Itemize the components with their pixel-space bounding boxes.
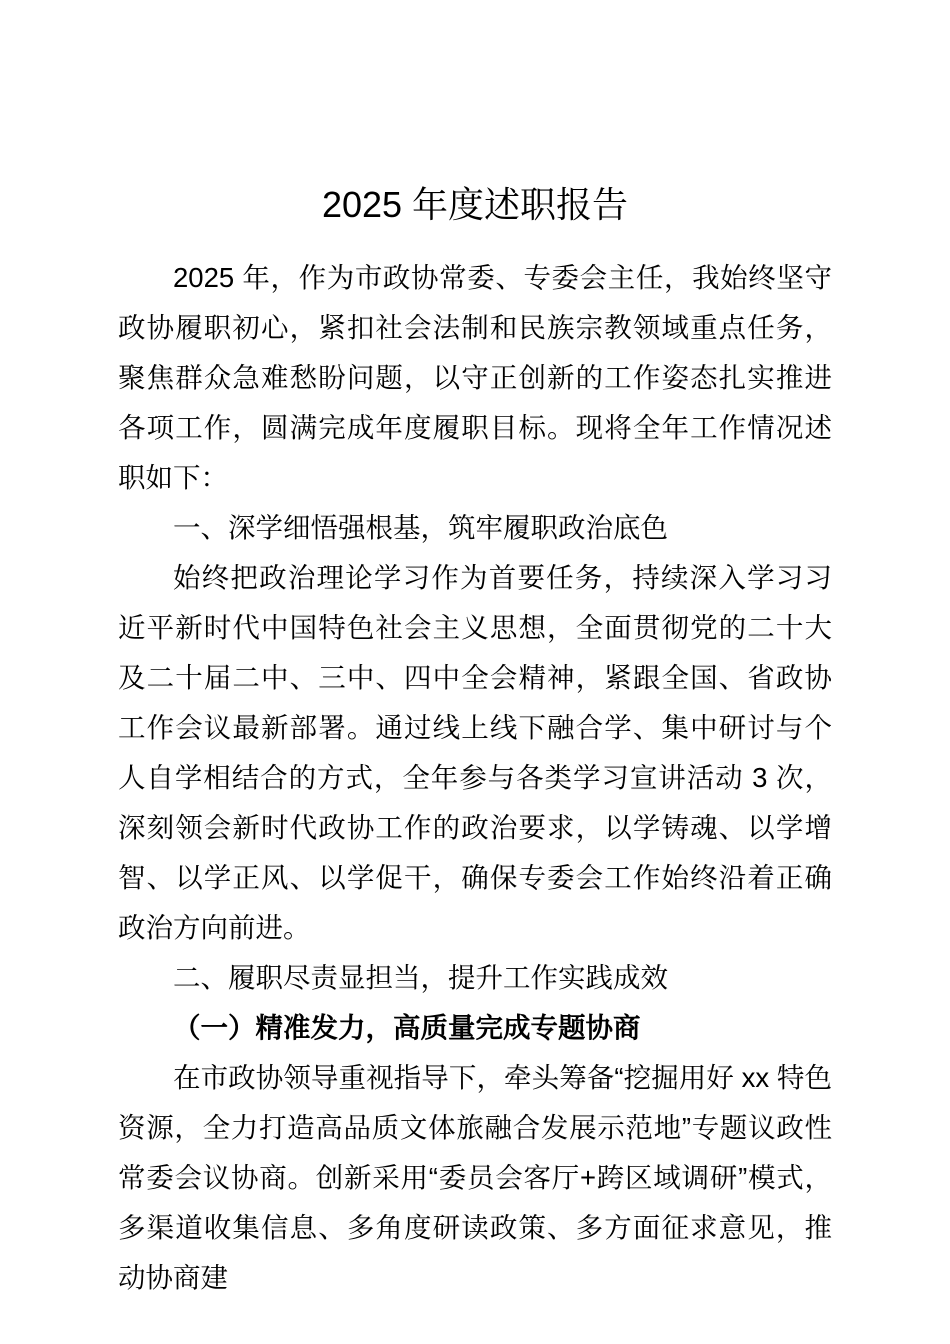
section-2-1-subheading: （一）精准发力，高质量完成专题协商 xyxy=(173,1012,641,1043)
section-2-1-paragraph: 在市政协领导重视指导下，牵头筹备“挖掘用好 xx 特色资源，全力打造高品质文体旅融合发展示范地”专题议政性常委会议协商。创新采用“委员会客厅+跨区域调研”模式，多渠道收集信息、多角度研读政策、多方面征求意见，推动协商建 xyxy=(118,1062,832,1293)
section-1-paragraph: 始终把政治理论学习作为首要任务，持续深入学习习近平新时代中国特色社会主义思想，全面贯彻党的二十大及二十届二中、三中、四中全会精神，紧跟全国、省政协工作会议最新部署。通过线上线下融合学、集中研讨与个人自学相结合的方式，全年参与各类学习宣讲活动 3 次，深刻领会新时代政协工作的政治要求，以学铸魂、以学增智、以学正风、以学促干，确保专委会工作始终沿着正确政治方向前进。 xyxy=(118,562,832,943)
section-1-heading: 一、深学细悟强根基，筑牢履职政治底色 xyxy=(173,512,668,543)
document-title: 2025 年度述职报告 xyxy=(321,184,629,225)
section-2-heading: 二、履职尽责显担当，提升工作实践成效 xyxy=(173,962,668,993)
intro-paragraph: 2025 年，作为市政协常委、专委会主任，我始终坚守政协履职初心，紧扣社会法制和民族宗教领域重点任务，聚焦群众急难愁盼问题，以守正创新的工作姿态扎实推进各项工作，圆满完成年度履职目标。现将全年工作情况述职如下： xyxy=(118,262,832,493)
